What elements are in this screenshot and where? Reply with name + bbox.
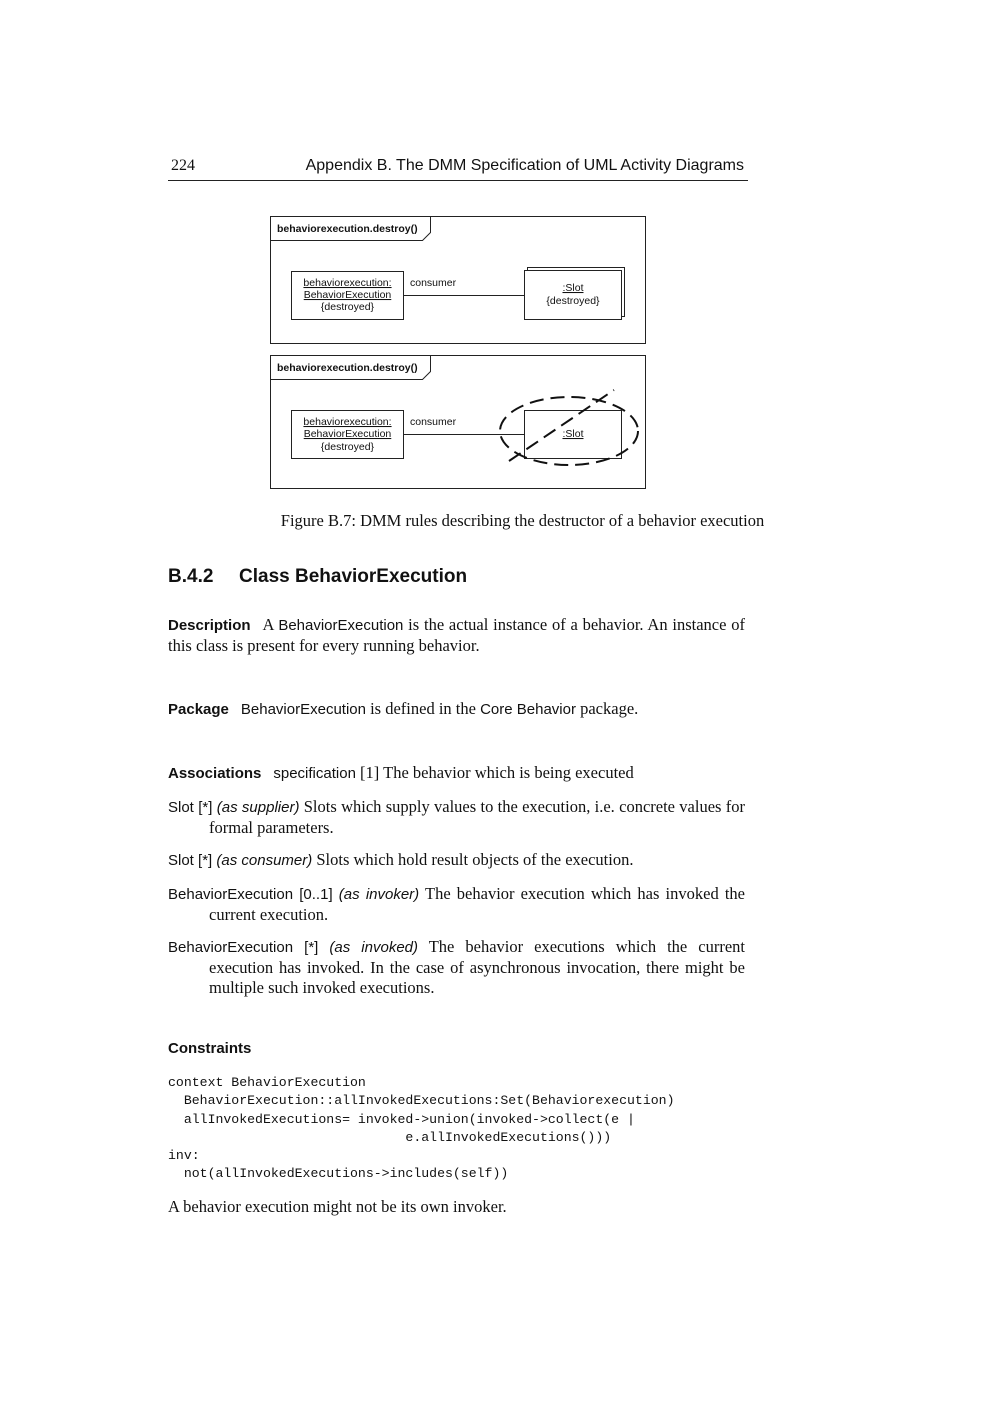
bottom-left-node-line2: BehaviorExecution — [303, 428, 392, 440]
package-class-name: BehaviorExecution — [240, 701, 366, 718]
association-1-role: (as supplier) — [216, 799, 300, 816]
figure-caption: Figure B.7: DMM rules describing the destructor of a behavior execution — [280, 511, 765, 530]
top-left-node-line1: behaviorexecution: — [303, 277, 392, 289]
association-3-name: BehaviorExecution — [168, 886, 294, 903]
association-item-slot-supplier — [168, 797, 745, 838]
association-0-mult: [1] — [355, 763, 380, 782]
bottom-left-node-line1: behaviorexecution: — [303, 416, 392, 428]
package-text-a: is defined in the — [365, 699, 481, 718]
page-number: 224 — [171, 157, 195, 174]
association-4-mult: [*] — [293, 939, 330, 956]
top-slot-line2: {destroyed} — [546, 295, 600, 307]
association-4-name: BehaviorExecution — [168, 939, 294, 956]
package-name: Core Behavior — [480, 701, 576, 718]
association-item-slot-consumer — [168, 850, 745, 871]
description-paragraph — [168, 615, 745, 656]
bottom-slot-line1: :Slot — [562, 428, 584, 440]
top-panel — [271, 217, 646, 344]
association-item-invoker — [168, 884, 745, 925]
top-left-node-line2: BehaviorExecution — [303, 289, 392, 301]
association-1-name: Slot — [168, 799, 194, 816]
top-frame-label: behaviorexecution.destroy() — [277, 223, 418, 235]
association-0-text: The behavior which is being executed — [379, 763, 634, 782]
top-edge-label: consumer — [410, 277, 457, 289]
section-number: B.4.2 — [168, 566, 214, 587]
bottom-left-node-line3: {destroyed} — [320, 441, 375, 453]
top-left-node-line3: {destroyed} — [320, 301, 375, 313]
association-1-mult: [*] — [193, 799, 217, 816]
closing-sentence: A behavior execution might not be its own invoker. — [168, 1197, 507, 1216]
package-text-b: package. — [575, 699, 639, 718]
description-class-name: BehaviorExecution — [278, 617, 404, 634]
top-slot-line1: :Slot — [562, 282, 584, 294]
association-2-role: (as consumer) — [216, 852, 313, 869]
figure-b7-diagram — [0, 0, 1000, 500]
running-title: Appendix B. The DMM Specification of UML Activity Diagrams — [305, 157, 744, 174]
association-2-name: Slot — [168, 852, 194, 869]
description-label: Description — [168, 617, 251, 634]
association-item-invoked — [168, 937, 745, 998]
association-2-text: Slots which hold result objects of the execution. — [312, 850, 634, 869]
package-paragraph — [168, 699, 745, 720]
association-1-text: Slots which supply values to the execution, i.e. concrete values for formal parameters. — [209, 797, 745, 837]
bottom-frame-label: behaviorexecution.destroy() — [277, 362, 418, 374]
description-text-b: is the actual instance of a behavior. An instance of this class is present for every running behavior. — [168, 615, 745, 655]
association-4-text: The behavior executions which the current execution has invoked. In the case of asynchronous invocation, there might be multiple such invoked executions. — [209, 937, 745, 997]
bottom-edge-label: consumer — [410, 416, 457, 428]
section-heading — [168, 566, 467, 588]
section-title: Class BehaviorExecution — [239, 566, 468, 587]
associations-label: Associations — [168, 765, 262, 782]
association-4-role: (as invoked) — [329, 939, 418, 956]
association-3-mult: [0..1] — [293, 886, 339, 903]
associations-paragraph — [168, 763, 745, 784]
description-text-a: A — [262, 615, 279, 634]
constraint-code-block: context BehaviorExecution BehaviorExecution::allInvokedExecutions:Set(Behaviorexecution) allInvokedExecutions= invoked->union(invoked->collect(e | e.allInvokedExecutions())) inv: not(allInvokedExecutions->includes(self)) — [168, 1075, 675, 1182]
package-label: Package — [168, 701, 229, 718]
association-3-role: (as invoker) — [338, 886, 420, 903]
association-2-mult: [*] — [193, 852, 217, 869]
bottom-panel — [271, 356, 646, 489]
association-0-name: specification — [273, 765, 356, 782]
association-3-text: The behavior execution which has invoked the current execution. — [209, 884, 745, 924]
constraints-heading: Constraints — [168, 1040, 252, 1057]
